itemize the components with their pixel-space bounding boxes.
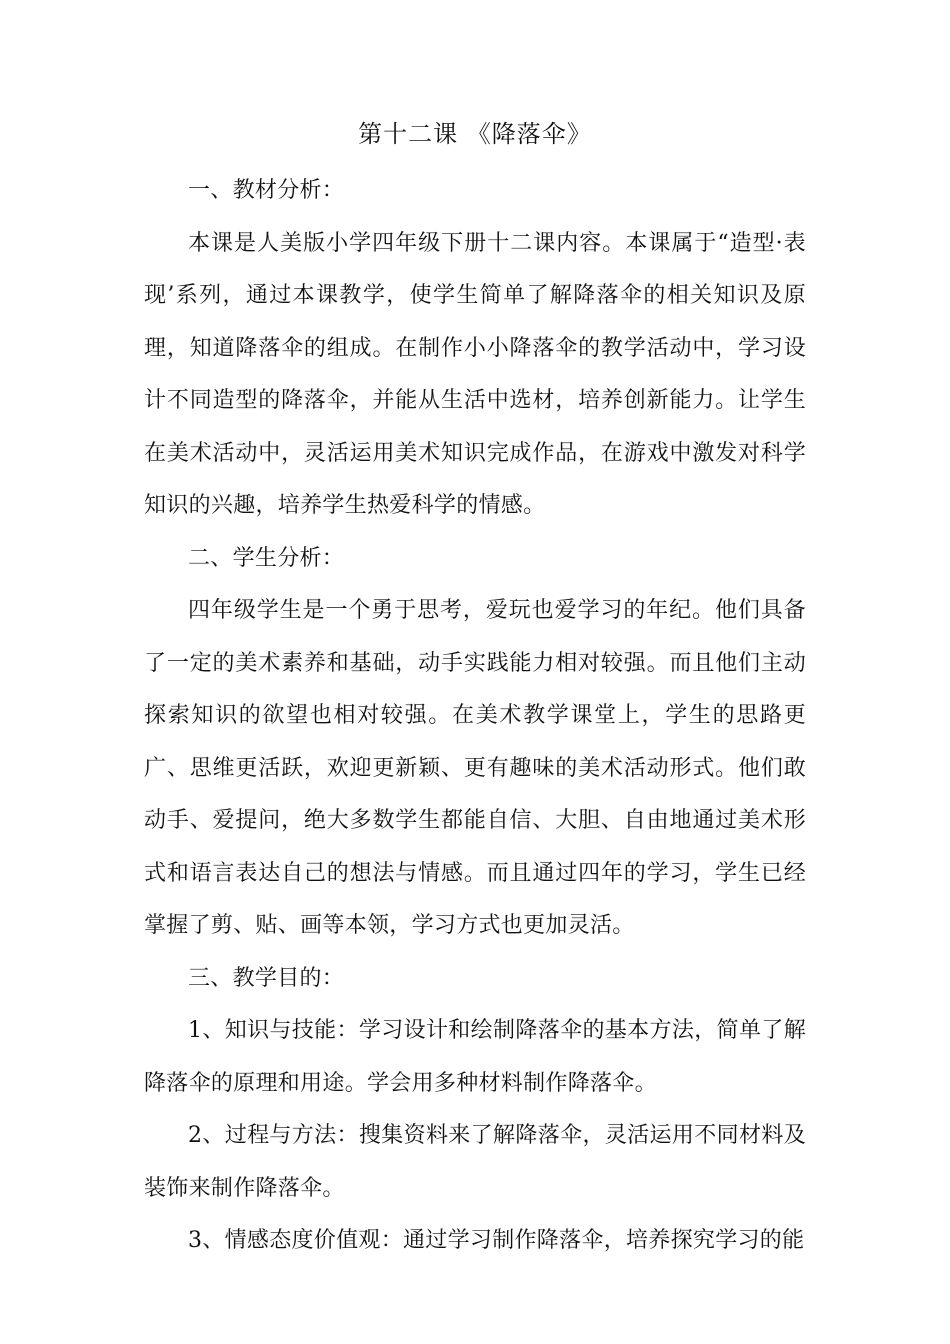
section-heading-teaching-goals: 三、教学目的： [188, 965, 345, 991]
paragraph-student-analysis: 四年级学生是一个勇于思考，爱玩也爱学习的年纪。他们具备了一定的美术素养和基础，动手实践能力相对较强。而且他们主动探索知识的欲望也相对较强。在美术教学课堂上，学生的思路更广、思维更活跃，欢迎更新颖、更有趣味的美术活动形式。他们敢动手、爱提问，绝大多数学生都能自信、大胆、自由地通过美术形式和语言表达自己的想法与情感。而且通过四年的学习，学生已经掌握了剪、贴、画等本领，学习方式也更加灵活。 [144, 598, 806, 938]
section-heading-textbook-analysis: 一、教材分析： [188, 178, 345, 203]
paragraph-goal-attitude-values: 3、情感态度价值观：通过学习制作降落伞，培养探究学习的能 [188, 1228, 805, 1253]
paragraph-goal-process-methods: 2、过程与方法：搜集资料来了解降落伞，灵活运用不同材料及装饰来制作降落伞。 [144, 1123, 806, 1201]
document-body [144, 165, 806, 1268]
paragraph-goal-knowledge-skills: 1、知识与技能：学习设计和绘制降落伞的基本方法，简单了解降落伞的原理和用途。学会用多种材料制作降落伞。 [144, 1018, 806, 1096]
paragraph-textbook-analysis: 本课是人美版小学四年级下册十二课内容。本课属于“造型·表现’系列，通过本课教学，使学生简单了解降落伞的相关知识及原理，知道降落伞的组成。在制作小小降落伞的教学活动中，学习设计不同造型的降落伞，并能从生活中选材，培养创新能力。让学生在美术活动中，灵活运用美术知识完成作品，在游戏中激发对科学知识的兴趣，培养学生热爱科学的情感。 [144, 230, 806, 518]
page-title: 第十二课 《降落伞》 [358, 120, 592, 148]
section-heading-student-analysis: 二、学生分析： [188, 545, 345, 571]
